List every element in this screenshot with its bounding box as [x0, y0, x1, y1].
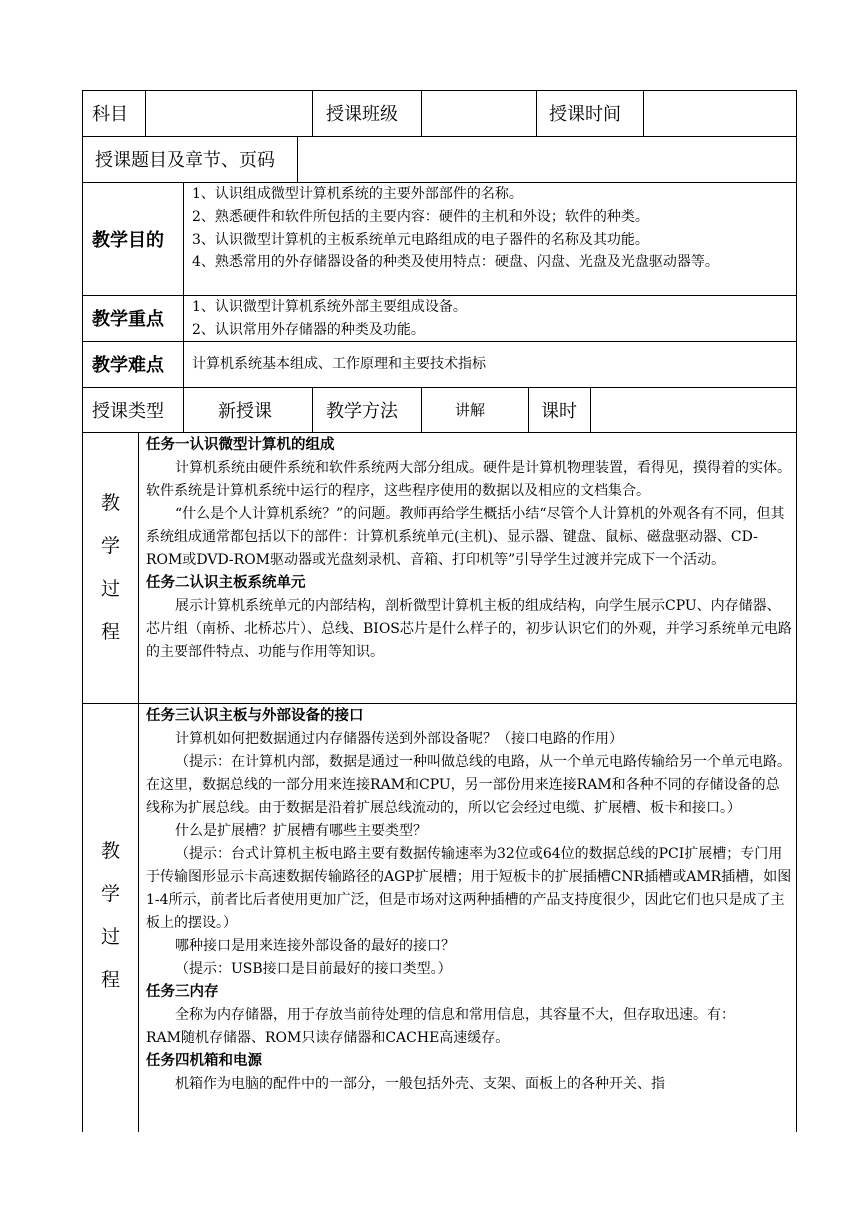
- objectives-list: [192, 183, 792, 273]
- time-label: 授课时间: [549, 104, 621, 125]
- method-value: 讲解: [455, 401, 486, 419]
- task3-title: 任务三认识主板与外部设备的接口: [146, 708, 364, 724]
- process-label: 教 学 过 程: [100, 840, 120, 991]
- key-point-item: 2、认识常用外存储器的种类及功能。: [192, 322, 425, 338]
- col-divider: [183, 387, 184, 432]
- answer-hint: （提示：USB接口是目前最好的接口类型。）: [175, 961, 452, 977]
- objective-item: 2、熟悉硬件和软件所包括的主要内容：硬件的主机和外设；软件的种类。: [192, 209, 649, 225]
- col-divider: [528, 387, 529, 432]
- class-label: 授课班级: [326, 104, 398, 125]
- lesson-type-label: 授课类型: [92, 400, 164, 422]
- objective-item: 1、认识组成微型计算机系统的主要外部部件的名称。: [192, 186, 523, 202]
- task1-title: 任务一认识微型计算机的组成: [146, 437, 335, 453]
- task2-paragraph: 展示计算机系统单元的内部结构，剖析微型计算机主板的组成结构，向学生展示CPU、内存储器、芯片组（南桥、北桥芯片）、总线、BIOS芯片是什么样子的，初步认识它们的外观，并学习系统单元电路的主要部件特点、功能与作用等知识。: [146, 598, 792, 660]
- key-points-label: 教学重点: [92, 309, 164, 330]
- col-divider: [643, 90, 644, 136]
- lesson-type-value: 新授课: [218, 400, 272, 422]
- table-border-right: [796, 90, 797, 1132]
- objective-item: 4、熟悉常用的外存储器设备的种类及使用特点：硬盘、闪盘、光盘及光盘驱动器等。: [192, 254, 719, 270]
- row-divider: [82, 387, 797, 388]
- col-divider: [145, 90, 146, 136]
- task4-title: 任务四机箱和电源: [146, 1053, 262, 1069]
- col-divider: [421, 90, 422, 136]
- answer-hint: （提示：在计算机内部，数据是通过一种叫做总线的电路，从一个单元电路传输给另一个单元电路。在这里，数据总线的一部分用来连接RAM和CPU，另一部份用来连接RAM和各种不同的存储设备的总线称为扩展总线。由于数据是沿着扩展总线流动的，所以它会经过电缆、扩展槽、板卡和接口。）: [146, 754, 791, 816]
- col-divider: [297, 136, 298, 182]
- key-points-list: [192, 296, 792, 342]
- memory-title: 任务三内存: [146, 984, 219, 1000]
- task1-paragraph: “什么是个人计算机系统？”的问题。教师再给学生概括小结“尽管个人计算机的外观各有不同，但其系统组成通常都包括以下的部件：计算机系统单元(主机)、显示器、键盘、鼠标、磁盘驱动器、CD-ROM或DVD-ROM驱动器或光盘刻录机、音箱、打印机等”引导学生过渡并完成下一个活动。: [146, 506, 785, 568]
- col-divider: [536, 90, 537, 136]
- hours-label: 课时: [541, 400, 577, 422]
- topic-label: 授课题目及章节、页码: [95, 150, 275, 171]
- difficulties-text: 计算机系统基本组成、工作原理和主要技术指标: [192, 356, 486, 372]
- process-section-1: [146, 434, 792, 664]
- memory-paragraph: 全称为内存储器，用于存放当前待处理的信息和常用信息，其容量不大，但存取迅速。有：: [175, 1007, 735, 1023]
- objective-item: 3、认识微型计算机的主板系统单元电路组成的电子器件的名称及其功能。: [192, 232, 649, 248]
- process-label: 教 学 过 程: [100, 492, 120, 643]
- col-divider: [138, 432, 139, 1132]
- table-border-top: [82, 90, 797, 91]
- objectives-label: 教学目的: [92, 229, 164, 251]
- col-divider: [421, 387, 422, 432]
- method-label: 教学方法: [326, 400, 398, 422]
- task2-title: 任务二认识主板系统单元: [146, 575, 306, 591]
- question: 哪种接口是用来连接外部设备的最好的接口？: [175, 938, 455, 954]
- subject-label: 科目: [92, 104, 128, 125]
- memory-paragraph: RAM随机存储器、ROM只读存储器和CACHE高速缓存。: [146, 1030, 510, 1046]
- col-divider: [590, 387, 591, 432]
- col-divider: [312, 387, 313, 432]
- key-point-item: 1、认识微型计算机系统外部主要组成设备。: [192, 299, 467, 315]
- col-divider: [183, 182, 184, 387]
- question: 什么是扩展槽？扩展槽有哪些主要类型？: [175, 823, 427, 839]
- process-section-2: [146, 705, 792, 1131]
- task1-paragraph: 计算机系统由硬件系统和软件系统两大部分组成。硬件是计算机物理装置，看得见，摸得着的实体。软件系统是计算机系统中运行的程序，这些程序使用的数据以及相应的文档集合。: [146, 460, 791, 499]
- answer-hint: （提示：台式计算机主板电路主要有数据传输速率为32位或64位的数据总线的PCI扩展槽；专门用于传输图形显示卡高速数据传输路径的AGP扩展槽；用于短板卡的扩展插槽CNR插槽或AMR插槽，如图1-4所示，前者比后者使用更加广泛，但是市场对这两种插槽的产品支持度很少，因此它们也只是成了主板上的摆设。）: [146, 846, 792, 931]
- col-divider: [312, 90, 313, 136]
- row-divider: [82, 432, 797, 433]
- task4-paragraph: 机箱作为电脑的配件中的一部分，一般包括外壳、支架、面板上的各种开关、指: [175, 1076, 665, 1092]
- difficulties-label: 教学难点: [92, 355, 164, 376]
- row-divider: [82, 703, 797, 704]
- question: 计算机如何把数据通过内存储器传送到外部设备呢？（接口电路的作用）: [175, 731, 623, 747]
